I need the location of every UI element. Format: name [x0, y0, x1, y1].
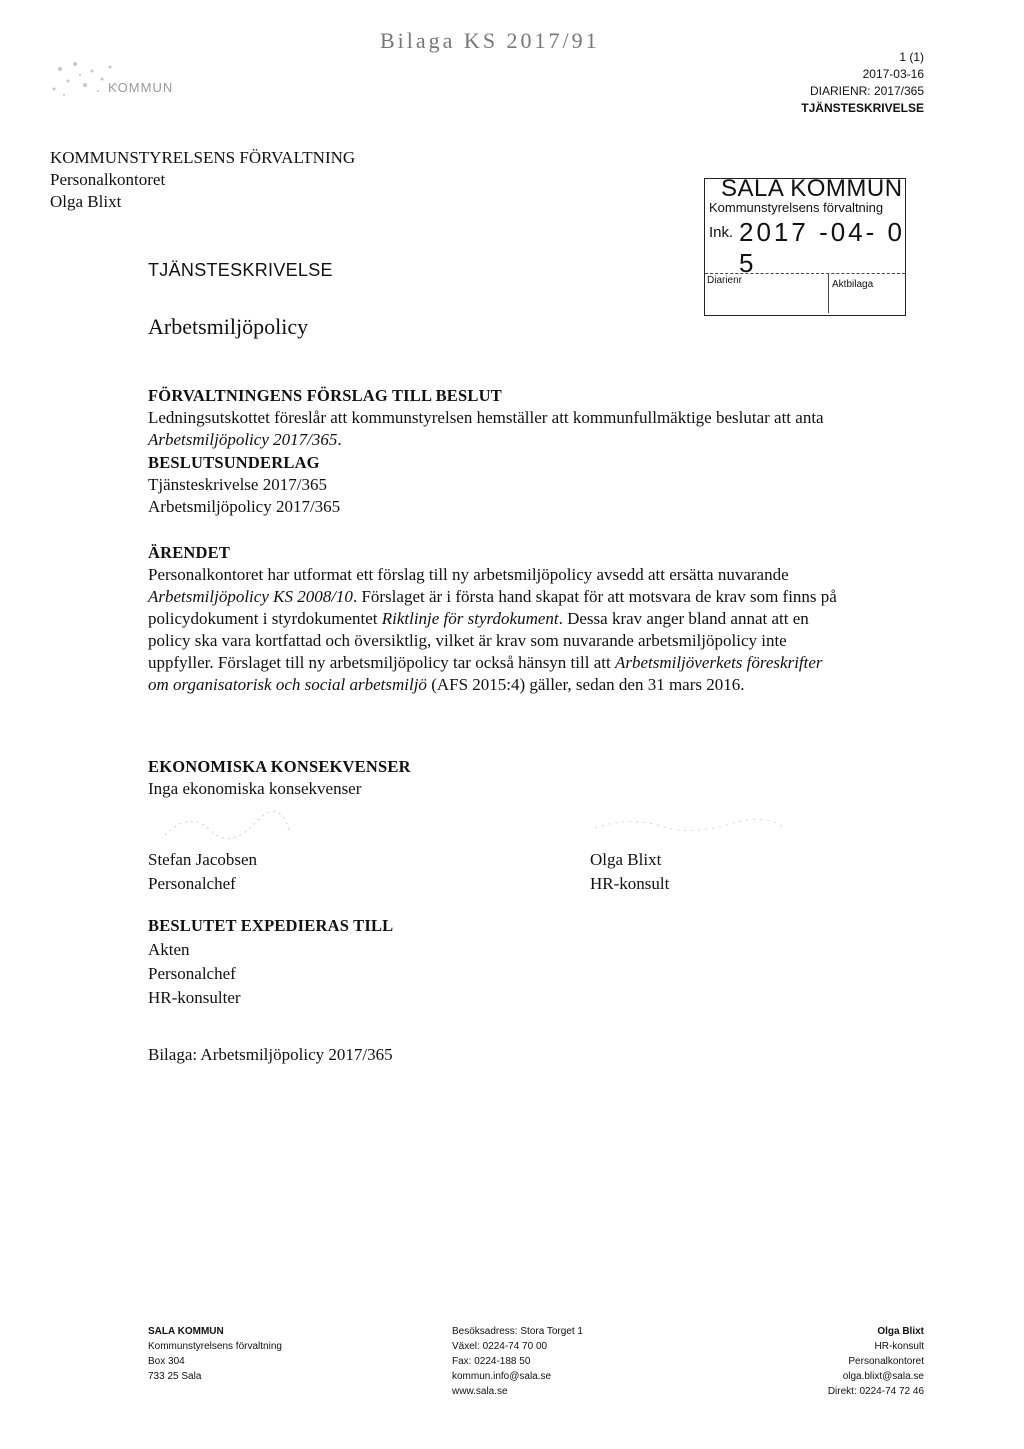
distribution-item: Personalchef — [148, 964, 236, 983]
distribution-item: Akten — [148, 940, 190, 959]
proposal-section — [148, 385, 838, 451]
matter-ref-guideline: Riktlinje för styrdokument — [381, 609, 559, 628]
stamp-unit: Kommunstyrelsens förvaltning — [709, 200, 884, 215]
stamp-received-date: 2017 -04- 0 5 — [739, 217, 905, 278]
basis-section — [148, 452, 838, 518]
proposal-policy-ref: Arbetsmiljöpolicy 2017/365 — [148, 430, 338, 449]
document-date: 2017-03-16 — [862, 67, 924, 81]
footer-contact — [452, 1324, 583, 1399]
signature-left — [160, 805, 300, 845]
signature-right — [590, 810, 790, 840]
signatory-right — [590, 848, 669, 896]
handwritten-annotation: Bilaga KS 2017/91 — [380, 28, 600, 53]
signatory-title: Personalchef — [148, 874, 236, 893]
footer-line: Växel: 0224-74 70 00 — [452, 1341, 548, 1352]
author-name: Olga Blixt — [50, 192, 122, 211]
matter-text-3: . Dessa krav anger bland annat att en policy ska vara kortfattad och översiktlig, vilket är krav som nuvarande arbetsmiljöpolicy inte uppfyller. Förslaget till ny arbetsmiljöpolicy tar också hänsyn till att — [148, 609, 809, 672]
distribution-item: HR-konsulter — [148, 988, 241, 1007]
matter-ref-old-policy: Arbetsmiljöpolicy KS 2008/10 — [148, 587, 353, 606]
basis-heading: BESLUTSUNDERLAG — [148, 453, 320, 472]
proposal-text — [148, 407, 838, 451]
distribution-heading: BESLUTET EXPEDIERAS TILL — [148, 916, 394, 935]
matter-text-2: . Förslaget är i första hand skapat för att motsvara de krav som finns på policydokument i styrdokumentet — [148, 587, 837, 628]
basis-item: Arbetsmiljöpolicy 2017/365 — [148, 497, 341, 516]
footer-email-link[interactable]: kommun.info@sala.se — [452, 1371, 552, 1382]
stamp-dnr-label: Diarienr — [707, 275, 743, 286]
signatory-name: Stefan Jacobsen — [148, 850, 258, 869]
doc-type-label: TJÄNSTESKRIVELSE — [148, 260, 333, 280]
economy-section — [148, 756, 838, 800]
logo-text: KOMMUN — [108, 80, 174, 95]
stamp-appendix-label: Aktbilaga — [832, 279, 874, 290]
stamp-divider — [705, 273, 905, 274]
footer-line: SALA KOMMUN — [148, 1326, 224, 1337]
proposal-text-b: . — [337, 430, 342, 449]
document-title: Arbetsmiljöpolicy — [148, 314, 309, 339]
matter-ref-afs: Arbetsmiljöverkets föreskrifter om organisatorisk och social arbetsmiljö — [148, 653, 823, 694]
header-doc-type: TJÄNSTESKRIVELSE — [801, 101, 924, 115]
matter-text-4: (AFS 2015:4) gäller, sedan den 31 mars 2016. — [426, 675, 745, 694]
economy-text: Inga ekonomiska konsekvenser — [148, 779, 362, 798]
page-number: 1 (1) — [899, 50, 924, 64]
footer-line: Olga Blixt — [877, 1326, 924, 1337]
stamp-org: SALA KOMMUN — [721, 175, 903, 202]
stamp-column-divider — [828, 273, 829, 313]
economy-heading: EKONOMISKA KONSEKVENSER — [148, 757, 411, 776]
signatory-left — [148, 848, 257, 896]
footer-line: 733 25 Sala — [148, 1371, 202, 1382]
matter-text-1: Personalkontoret har utformat ett förslag till ny arbetsmiljöpolicy avsedd att ersätta nuvarande — [148, 565, 789, 584]
footer-line: Fax: 0224-188 50 — [452, 1356, 531, 1367]
footer-line: Direkt: 0224-74 72 46 — [827, 1386, 924, 1397]
basis-item: Tjänsteskrivelse 2017/365 — [148, 475, 327, 494]
received-stamp — [704, 175, 906, 316]
footer-email-link[interactable]: olga.blixt@sala.se — [842, 1371, 924, 1382]
footer-line: HR-konsult — [874, 1341, 924, 1352]
matter-section — [148, 542, 838, 696]
distribution-section — [148, 914, 393, 1010]
department-name: KOMMUNSTYRELSENS FÖRVALTNING — [50, 148, 356, 167]
department-block — [50, 147, 355, 213]
footer-author — [828, 1324, 924, 1399]
footer-line: Kommunstyrelsens förvaltning — [148, 1341, 282, 1352]
office-name: Personalkontoret — [50, 170, 166, 189]
registration-number: DIARIENR: 2017/365 — [809, 84, 924, 98]
footer-line: Personalkontoret — [848, 1356, 924, 1367]
proposal-text-a: Ledningsutskottet föreslår att kommunstyrelsen hemställer att kommunfullmäktige beslutar att anta — [148, 408, 824, 427]
appendix-line: Bilaga: Arbetsmiljöpolicy 2017/365 — [148, 1045, 393, 1064]
footer-line: Box 304 — [148, 1356, 185, 1367]
signatory-name: Olga Blixt — [590, 850, 662, 869]
footer-line: Besöksadress: Stora Torget 1 — [452, 1326, 583, 1337]
matter-heading: ÄRENDET — [148, 543, 231, 562]
proposal-heading: FÖRVALTNINGENS FÖRSLAG TILL BESLUT — [148, 386, 502, 405]
footer-organization — [148, 1324, 282, 1384]
matter-text — [148, 564, 838, 696]
stamp-received-label: Ink. — [709, 224, 734, 241]
signatory-title: HR-konsult — [590, 874, 670, 893]
footer-web-link[interactable]: www.sala.se — [452, 1386, 508, 1397]
